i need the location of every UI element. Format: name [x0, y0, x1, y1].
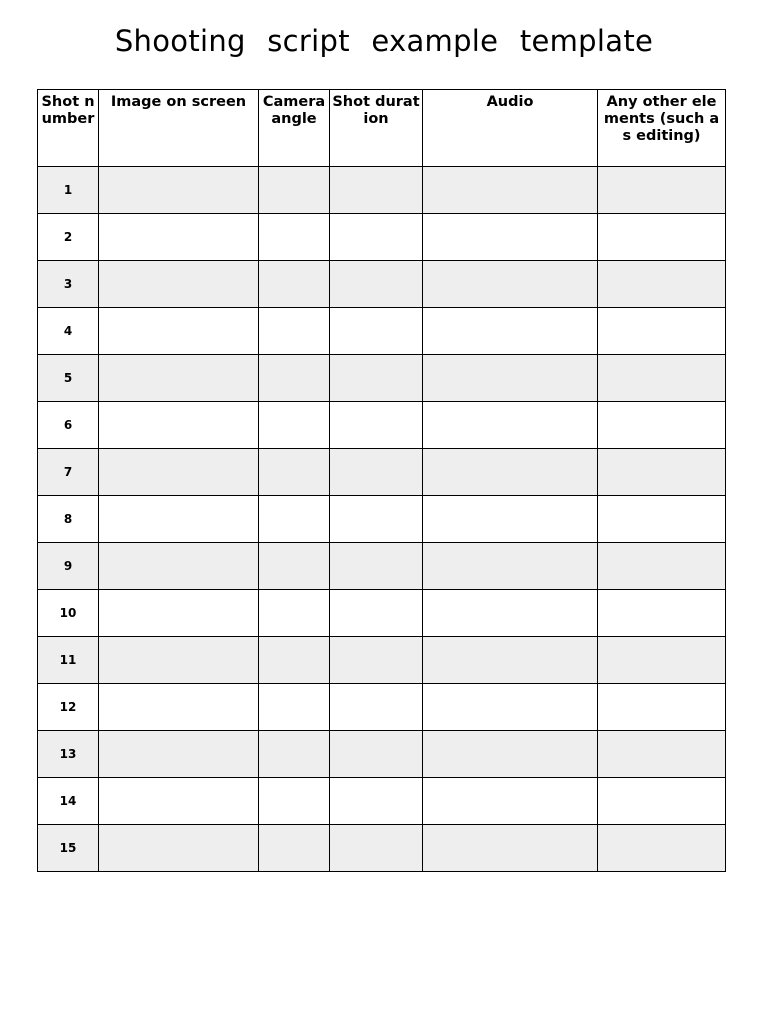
table-row: [38, 590, 726, 637]
header-row: [38, 90, 726, 167]
camera-angle-cell[interactable]: [259, 543, 330, 590]
shot-number-cell: 1: [38, 167, 99, 214]
audio-cell[interactable]: [423, 731, 598, 778]
audio-cell[interactable]: [423, 449, 598, 496]
audio-cell[interactable]: [423, 261, 598, 308]
image-on-screen-cell[interactable]: [99, 637, 259, 684]
header-shot-number: Shot number: [38, 90, 99, 167]
image-on-screen-cell[interactable]: [99, 308, 259, 355]
camera-angle-cell[interactable]: [259, 167, 330, 214]
table-row: [38, 214, 726, 261]
shot-number-cell: 5: [38, 355, 99, 402]
other-elements-cell[interactable]: [598, 402, 726, 449]
audio-cell[interactable]: [423, 355, 598, 402]
image-on-screen-cell[interactable]: [99, 825, 259, 872]
other-elements-cell[interactable]: [598, 167, 726, 214]
table-row: [38, 496, 726, 543]
image-on-screen-cell[interactable]: [99, 449, 259, 496]
shot-number-cell: 11: [38, 637, 99, 684]
table-row: [38, 261, 726, 308]
image-on-screen-cell[interactable]: [99, 214, 259, 261]
audio-cell[interactable]: [423, 167, 598, 214]
shot-duration-cell[interactable]: [330, 637, 423, 684]
shot-number-cell: 7: [38, 449, 99, 496]
other-elements-cell[interactable]: [598, 684, 726, 731]
audio-cell[interactable]: [423, 590, 598, 637]
image-on-screen-cell[interactable]: [99, 543, 259, 590]
camera-angle-cell[interactable]: [259, 825, 330, 872]
shot-duration-cell[interactable]: [330, 684, 423, 731]
table-row: [38, 825, 726, 872]
shot-duration-cell[interactable]: [330, 167, 423, 214]
camera-angle-cell[interactable]: [259, 731, 330, 778]
shot-duration-cell[interactable]: [330, 731, 423, 778]
header-other-elements: Any other elements (such as editing): [598, 90, 726, 167]
image-on-screen-cell[interactable]: [99, 167, 259, 214]
shot-number-cell: 15: [38, 825, 99, 872]
shot-number-cell: 8: [38, 496, 99, 543]
shot-number-cell: 12: [38, 684, 99, 731]
shot-duration-cell[interactable]: [330, 825, 423, 872]
image-on-screen-cell[interactable]: [99, 684, 259, 731]
table-row: [38, 731, 726, 778]
image-on-screen-cell[interactable]: [99, 261, 259, 308]
table-row: [38, 543, 726, 590]
table-row: [38, 167, 726, 214]
header-camera-angle: Camera angle: [259, 90, 330, 167]
table-row: [38, 308, 726, 355]
header-shot-duration: Shot duration: [330, 90, 423, 167]
shot-number-cell: 4: [38, 308, 99, 355]
other-elements-cell[interactable]: [598, 637, 726, 684]
audio-cell[interactable]: [423, 214, 598, 261]
other-elements-cell[interactable]: [598, 355, 726, 402]
camera-angle-cell[interactable]: [259, 261, 330, 308]
table-row: [38, 449, 726, 496]
shot-duration-cell[interactable]: [330, 402, 423, 449]
header-audio: Audio: [423, 90, 598, 167]
shot-duration-cell[interactable]: [330, 355, 423, 402]
shooting-script-table: [37, 89, 726, 872]
shot-duration-cell[interactable]: [330, 543, 423, 590]
other-elements-cell[interactable]: [598, 261, 726, 308]
camera-angle-cell[interactable]: [259, 684, 330, 731]
camera-angle-cell[interactable]: [259, 308, 330, 355]
audio-cell[interactable]: [423, 637, 598, 684]
table-body: [38, 167, 726, 872]
camera-angle-cell[interactable]: [259, 214, 330, 261]
other-elements-cell[interactable]: [598, 214, 726, 261]
shot-number-cell: 9: [38, 543, 99, 590]
shot-duration-cell[interactable]: [330, 214, 423, 261]
image-on-screen-cell[interactable]: [99, 731, 259, 778]
image-on-screen-cell[interactable]: [99, 496, 259, 543]
image-on-screen-cell[interactable]: [99, 355, 259, 402]
audio-cell[interactable]: [423, 825, 598, 872]
shot-duration-cell[interactable]: [330, 496, 423, 543]
camera-angle-cell[interactable]: [259, 355, 330, 402]
shot-number-cell: 6: [38, 402, 99, 449]
audio-cell[interactable]: [423, 778, 598, 825]
audio-cell[interactable]: [423, 496, 598, 543]
image-on-screen-cell[interactable]: [99, 590, 259, 637]
camera-angle-cell[interactable]: [259, 402, 330, 449]
shot-duration-cell[interactable]: [330, 590, 423, 637]
table-row: [38, 355, 726, 402]
other-elements-cell[interactable]: [598, 449, 726, 496]
other-elements-cell[interactable]: [598, 731, 726, 778]
page-title: Shooting script example template: [114, 24, 654, 58]
other-elements-cell[interactable]: [598, 825, 726, 872]
shot-number-cell: 14: [38, 778, 99, 825]
shot-number-cell: 3: [38, 261, 99, 308]
audio-cell[interactable]: [423, 684, 598, 731]
table-row: [38, 402, 726, 449]
table-row: [38, 684, 726, 731]
shot-duration-cell[interactable]: [330, 778, 423, 825]
audio-cell[interactable]: [423, 308, 598, 355]
camera-angle-cell[interactable]: [259, 496, 330, 543]
table-row: [38, 637, 726, 684]
shot-number-cell: 2: [38, 214, 99, 261]
audio-cell[interactable]: [423, 402, 598, 449]
shot-number-cell: 13: [38, 731, 99, 778]
other-elements-cell[interactable]: [598, 308, 726, 355]
other-elements-cell[interactable]: [598, 496, 726, 543]
other-elements-cell[interactable]: [598, 543, 726, 590]
camera-angle-cell[interactable]: [259, 590, 330, 637]
image-on-screen-cell[interactable]: [99, 778, 259, 825]
camera-angle-cell[interactable]: [259, 778, 330, 825]
header-image-on-screen: Image on screen: [99, 90, 259, 167]
other-elements-cell[interactable]: [598, 590, 726, 637]
camera-angle-cell[interactable]: [259, 449, 330, 496]
camera-angle-cell[interactable]: [259, 637, 330, 684]
other-elements-cell[interactable]: [598, 778, 726, 825]
table-row: [38, 778, 726, 825]
shot-duration-cell[interactable]: [330, 261, 423, 308]
shot-number-cell: 10: [38, 590, 99, 637]
audio-cell[interactable]: [423, 543, 598, 590]
shot-duration-cell[interactable]: [330, 449, 423, 496]
image-on-screen-cell[interactable]: [99, 402, 259, 449]
shot-duration-cell[interactable]: [330, 308, 423, 355]
